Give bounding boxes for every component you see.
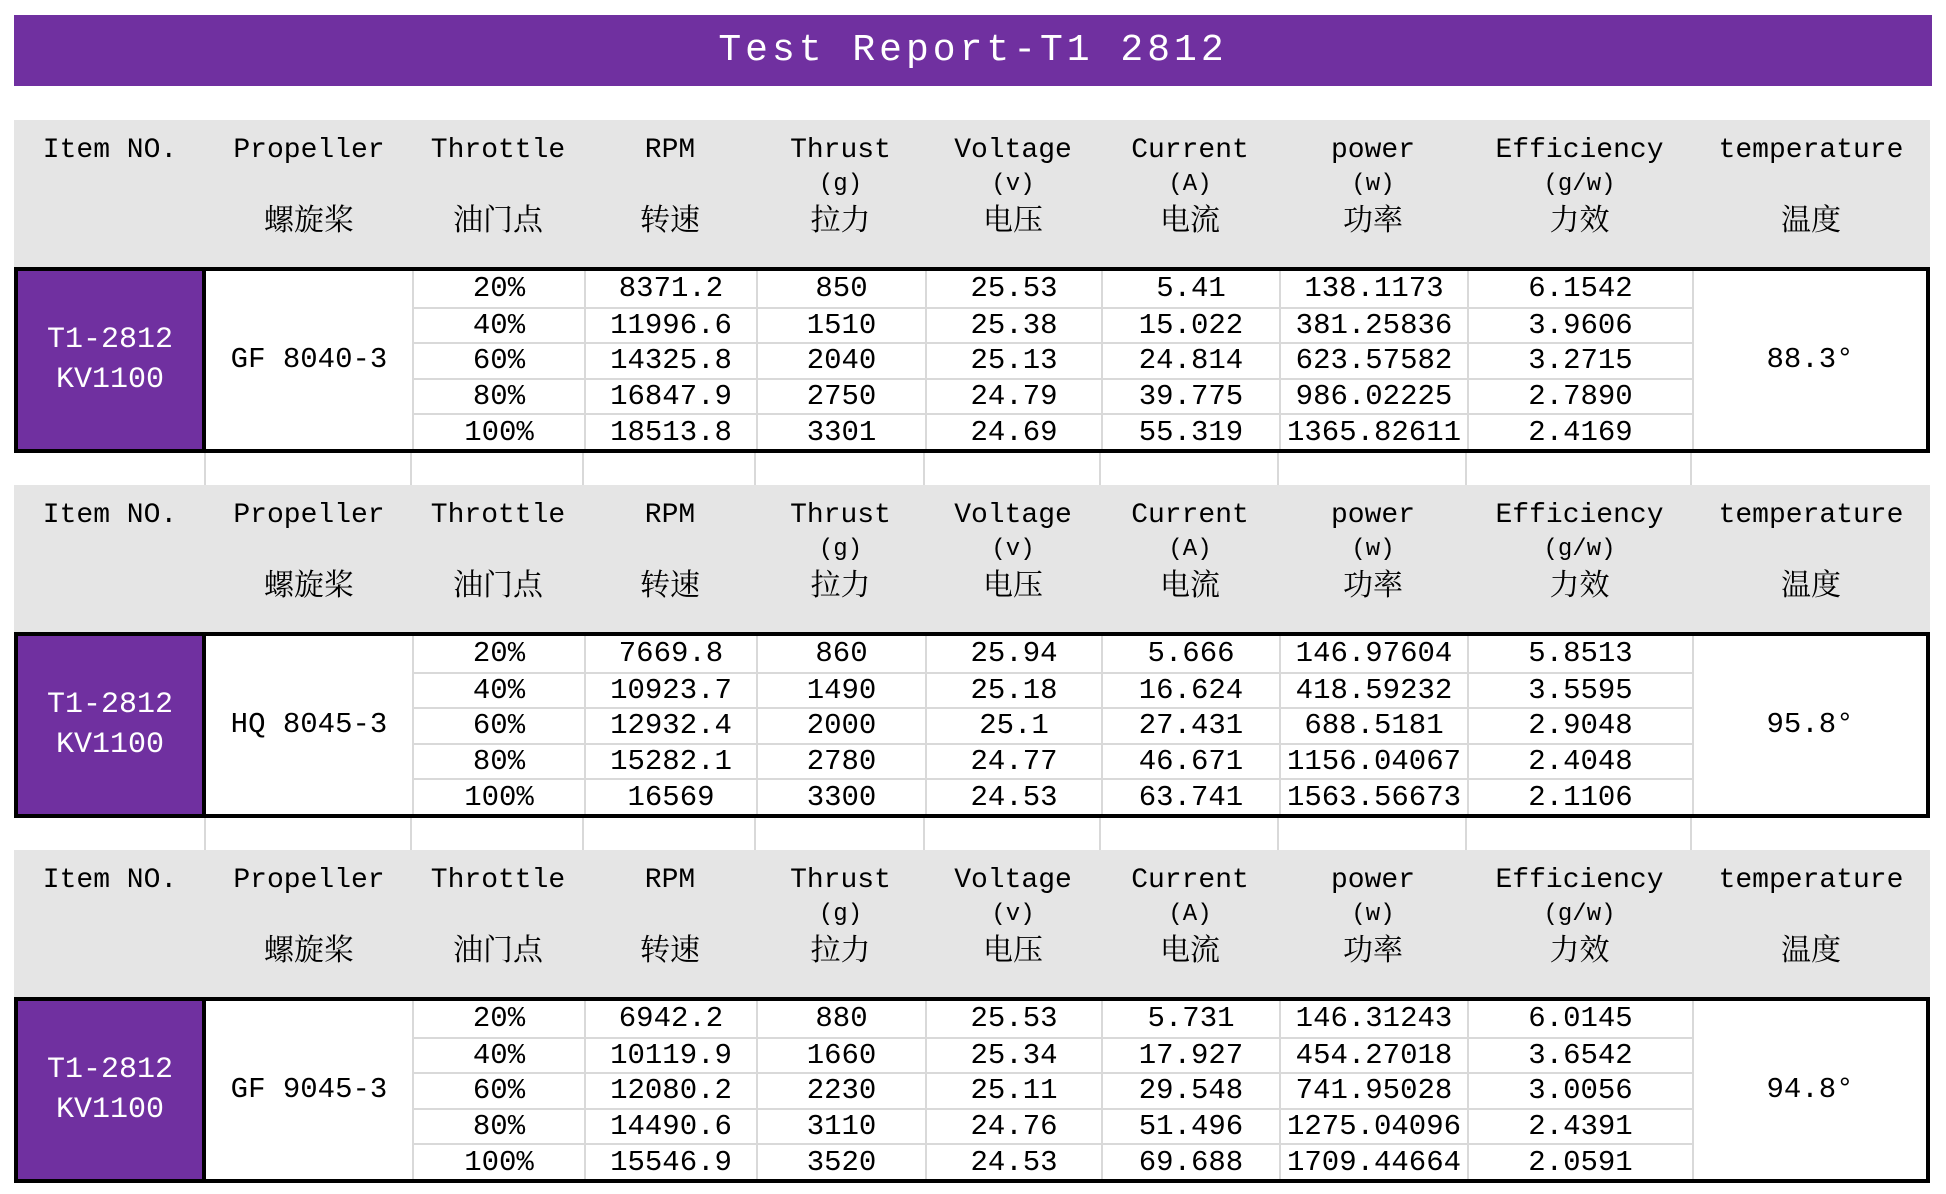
throttle-value-cell: 20% xyxy=(412,1001,584,1037)
spacer-cell xyxy=(756,453,925,485)
column-header-temperature xyxy=(1692,132,1930,267)
header-label-en: power xyxy=(1330,865,1415,896)
header-unit-label: (w) xyxy=(1351,901,1395,928)
power-value-cell: 381.25836 xyxy=(1279,307,1467,343)
header-unit-label: (g/w) xyxy=(1543,901,1616,928)
current-value-cell: 24.814 xyxy=(1101,342,1279,378)
throttle-value-cell: 40% xyxy=(412,1037,584,1073)
column-header-current xyxy=(1101,132,1279,267)
efficiency-value-cell: 6.0145 xyxy=(1467,1001,1692,1037)
column-header-efficiency xyxy=(1467,132,1692,267)
header-label-en: Throttle xyxy=(430,865,566,896)
current-value-cell: 29.548 xyxy=(1101,1072,1279,1108)
header-label-en: temperature xyxy=(1718,135,1904,166)
rpm-value-cell: 16847.9 xyxy=(584,378,756,414)
throttle-value-cell: 80% xyxy=(412,378,584,414)
efficiency-value-cell: 2.4391 xyxy=(1467,1108,1692,1144)
rpm-value-cell: 7669.8 xyxy=(584,636,756,672)
header-label-zh: 力效 xyxy=(1549,206,1610,240)
header-label-en: Thrust xyxy=(790,500,891,531)
column-header-throttle xyxy=(412,497,584,632)
spacer-cell xyxy=(1467,818,1692,850)
header-label-zh: 温度 xyxy=(1781,571,1841,605)
header-label-zh: 螺旋桨 xyxy=(264,936,354,970)
throttle-value-cell: 80% xyxy=(412,1108,584,1144)
voltage-value-cell: 25.53 xyxy=(925,1001,1101,1037)
item-line-2: KV1100 xyxy=(55,727,165,762)
current-value-cell: 17.927 xyxy=(1101,1037,1279,1073)
header-label-zh: 电压 xyxy=(983,571,1043,605)
power-value-cell: 1709.44664 xyxy=(1279,1143,1467,1179)
voltage-value-cell: 24.53 xyxy=(925,1143,1101,1179)
column-header-propeller xyxy=(206,862,412,997)
column-header-efficiency xyxy=(1467,862,1692,997)
column-header-item xyxy=(14,862,206,997)
header-unit-label: (w) xyxy=(1351,536,1395,563)
spacer-cell xyxy=(1279,453,1467,485)
current-value-cell: 55.319 xyxy=(1101,413,1279,449)
efficiency-value-cell: 6.1542 xyxy=(1467,271,1692,307)
header-label-zh: 功率 xyxy=(1343,206,1403,240)
header-label-zh: 拉力 xyxy=(810,206,871,240)
rpm-value-cell: 15282.1 xyxy=(584,743,756,779)
header-label-zh: 力效 xyxy=(1549,571,1610,605)
header-label-zh: 电流 xyxy=(1160,936,1220,970)
column-header-row xyxy=(14,120,1930,267)
throttle-value-cell: 100% xyxy=(412,778,584,814)
current-value-cell: 46.671 xyxy=(1101,743,1279,779)
power-value-cell: 1156.04067 xyxy=(1279,743,1467,779)
header-label-zh: 油门点 xyxy=(453,571,543,605)
column-header-voltage xyxy=(925,132,1101,267)
voltage-value-cell: 24.76 xyxy=(925,1108,1101,1144)
column-header-thrust xyxy=(756,862,925,997)
header-label-zh: 拉力 xyxy=(810,936,871,970)
header-label-zh: 油门点 xyxy=(453,206,543,240)
header-unit-label: (v) xyxy=(991,536,1035,563)
voltage-value-cell: 25.11 xyxy=(925,1072,1101,1108)
header-label-zh: 转速 xyxy=(640,936,700,970)
column-header-row xyxy=(14,485,1930,632)
voltage-value-cell: 25.18 xyxy=(925,672,1101,708)
thrust-value-cell: 2000 xyxy=(756,707,925,743)
throttle-value-cell: 60% xyxy=(412,707,584,743)
rpm-value-cell: 12932.4 xyxy=(584,707,756,743)
header-label-zh: 油门点 xyxy=(453,936,543,970)
column-header-current xyxy=(1101,862,1279,997)
voltage-value-cell: 25.53 xyxy=(925,271,1101,307)
header-label-en: temperature xyxy=(1718,500,1904,531)
header-unit-label: (A) xyxy=(1168,901,1212,928)
throttle-value-cell: 60% xyxy=(412,1072,584,1108)
data-block xyxy=(14,267,1930,453)
header-label-en: Item NO. xyxy=(42,135,178,166)
header-unit-label: (g/w) xyxy=(1543,536,1616,563)
power-value-cell: 454.27018 xyxy=(1279,1037,1467,1073)
temperature-cell: 88.3° xyxy=(1692,271,1926,449)
header-label-en: Voltage xyxy=(954,500,1072,531)
item-no-cell xyxy=(18,1001,206,1179)
throttle-value-cell: 40% xyxy=(412,672,584,708)
header-unit-label: (g) xyxy=(818,536,863,563)
voltage-value-cell: 25.94 xyxy=(925,636,1101,672)
power-value-cell: 146.31243 xyxy=(1279,1001,1467,1037)
thrust-value-cell: 3110 xyxy=(756,1108,925,1144)
item-line-1: T1-2812 xyxy=(46,687,174,722)
header-unit-label: (v) xyxy=(991,171,1035,198)
spacer-cell xyxy=(584,818,756,850)
current-value-cell: 51.496 xyxy=(1101,1108,1279,1144)
header-unit-label: (g) xyxy=(818,901,863,928)
throttle-value-cell: 100% xyxy=(412,413,584,449)
voltage-value-cell: 24.69 xyxy=(925,413,1101,449)
spacer-cell xyxy=(206,818,412,850)
header-label-en: Item NO. xyxy=(42,865,178,896)
report-title-bar xyxy=(14,15,1932,86)
column-header-temperature xyxy=(1692,862,1930,997)
header-unit-label: (A) xyxy=(1168,171,1212,198)
efficiency-value-cell: 3.0056 xyxy=(1467,1072,1692,1108)
power-value-cell: 741.95028 xyxy=(1279,1072,1467,1108)
column-header-voltage xyxy=(925,497,1101,632)
current-value-cell: 5.731 xyxy=(1101,1001,1279,1037)
voltage-value-cell: 25.1 xyxy=(925,707,1101,743)
header-label-en: Propeller xyxy=(233,135,385,166)
header-label-zh: 拉力 xyxy=(810,571,871,605)
header-unit-label: (g/w) xyxy=(1543,171,1616,198)
temperature-cell: 95.8° xyxy=(1692,636,1926,814)
power-value-cell: 138.1173 xyxy=(1279,271,1467,307)
column-header-propeller xyxy=(206,132,412,267)
thrust-value-cell: 2040 xyxy=(756,342,925,378)
spacer-cell xyxy=(925,818,1101,850)
column-header-propeller xyxy=(206,497,412,632)
throttle-value-cell: 20% xyxy=(412,271,584,307)
column-header-item xyxy=(14,132,206,267)
header-unit-label: (v) xyxy=(991,901,1035,928)
rpm-value-cell: 14490.6 xyxy=(584,1108,756,1144)
header-label-en: power xyxy=(1330,135,1415,166)
header-label-en: temperature xyxy=(1718,865,1904,896)
header-label-en: RPM xyxy=(644,135,696,166)
efficiency-value-cell: 2.7890 xyxy=(1467,378,1692,414)
power-value-cell: 146.97604 xyxy=(1279,636,1467,672)
power-value-cell: 688.5181 xyxy=(1279,707,1467,743)
thrust-value-cell: 3301 xyxy=(756,413,925,449)
column-header-power xyxy=(1279,497,1467,632)
header-label-en: Item NO. xyxy=(42,500,178,531)
column-header-power xyxy=(1279,862,1467,997)
spacer-cell xyxy=(14,453,206,485)
current-value-cell: 39.775 xyxy=(1101,378,1279,414)
efficiency-value-cell: 2.4169 xyxy=(1467,413,1692,449)
voltage-value-cell: 25.38 xyxy=(925,307,1101,343)
thrust-value-cell: 2750 xyxy=(756,378,925,414)
header-label-en: Thrust xyxy=(790,135,891,166)
rpm-value-cell: 15546.9 xyxy=(584,1143,756,1179)
current-value-cell: 63.741 xyxy=(1101,778,1279,814)
header-label-zh: 转速 xyxy=(640,206,700,240)
header-label-en: Voltage xyxy=(954,135,1072,166)
header-unit-label: (g) xyxy=(818,171,863,198)
power-value-cell: 1275.04096 xyxy=(1279,1108,1467,1144)
temperature-cell: 94.8° xyxy=(1692,1001,1926,1179)
power-value-cell: 1365.82611 xyxy=(1279,413,1467,449)
header-label-zh: 螺旋桨 xyxy=(264,571,354,605)
spacer-cell xyxy=(14,818,206,850)
thrust-value-cell: 2230 xyxy=(756,1072,925,1108)
data-block xyxy=(14,632,1930,818)
column-header-efficiency xyxy=(1467,497,1692,632)
item-line-1: T1-2812 xyxy=(46,322,174,357)
item-line-2: KV1100 xyxy=(55,362,165,397)
column-header-row xyxy=(14,850,1930,997)
efficiency-value-cell: 2.0591 xyxy=(1467,1143,1692,1179)
rpm-value-cell: 14325.8 xyxy=(584,342,756,378)
rpm-value-cell: 8371.2 xyxy=(584,271,756,307)
column-header-throttle xyxy=(412,132,584,267)
throttle-value-cell: 40% xyxy=(412,307,584,343)
thrust-value-cell: 1510 xyxy=(756,307,925,343)
header-label-en: Thrust xyxy=(790,865,891,896)
spacer-cell xyxy=(206,453,412,485)
spacer-cell xyxy=(1467,453,1692,485)
efficiency-value-cell: 3.6542 xyxy=(1467,1037,1692,1073)
voltage-value-cell: 24.53 xyxy=(925,778,1101,814)
header-label-zh: 转速 xyxy=(640,571,700,605)
voltage-value-cell: 25.13 xyxy=(925,342,1101,378)
header-label-zh: 温度 xyxy=(1781,936,1841,970)
voltage-value-cell: 24.77 xyxy=(925,743,1101,779)
efficiency-value-cell: 3.9606 xyxy=(1467,307,1692,343)
column-header-thrust xyxy=(756,132,925,267)
spacer-cell xyxy=(412,818,584,850)
rpm-value-cell: 12080.2 xyxy=(584,1072,756,1108)
column-header-thrust xyxy=(756,497,925,632)
thrust-value-cell: 850 xyxy=(756,271,925,307)
voltage-value-cell: 25.34 xyxy=(925,1037,1101,1073)
propeller-cell: HQ 8045-3 xyxy=(230,708,388,742)
spacer-cell xyxy=(1692,453,1930,485)
header-unit-label: (w) xyxy=(1351,171,1395,198)
efficiency-value-cell: 3.5595 xyxy=(1467,672,1692,708)
throttle-value-cell: 100% xyxy=(412,1143,584,1179)
item-line-2: KV1100 xyxy=(55,1092,165,1127)
rpm-value-cell: 18513.8 xyxy=(584,413,756,449)
spacer-row xyxy=(14,453,1930,485)
thrust-value-cell: 2780 xyxy=(756,743,925,779)
propeller-cell: GF 9045-3 xyxy=(230,1073,388,1107)
header-label-en: Efficiency xyxy=(1495,865,1664,896)
throttle-value-cell: 20% xyxy=(412,636,584,672)
voltage-value-cell: 24.79 xyxy=(925,378,1101,414)
spacer-cell xyxy=(412,453,584,485)
throttle-value-cell: 80% xyxy=(412,743,584,779)
spacer-cell xyxy=(1101,818,1279,850)
rpm-value-cell: 10119.9 xyxy=(584,1037,756,1073)
thrust-value-cell: 880 xyxy=(756,1001,925,1037)
current-value-cell: 69.688 xyxy=(1101,1143,1279,1179)
current-value-cell: 15.022 xyxy=(1101,307,1279,343)
header-label-en: Throttle xyxy=(430,135,566,166)
item-no-cell xyxy=(18,271,206,449)
header-label-zh: 电流 xyxy=(1160,571,1220,605)
power-value-cell: 986.02225 xyxy=(1279,378,1467,414)
efficiency-value-cell: 2.4048 xyxy=(1467,743,1692,779)
header-label-en: Current xyxy=(1131,865,1249,896)
current-value-cell: 27.431 xyxy=(1101,707,1279,743)
header-label-en: Propeller xyxy=(233,500,385,531)
header-label-zh: 螺旋桨 xyxy=(264,206,354,240)
current-value-cell: 5.666 xyxy=(1101,636,1279,672)
header-unit-label: (A) xyxy=(1168,536,1212,563)
rpm-value-cell: 11996.6 xyxy=(584,307,756,343)
rpm-value-cell: 6942.2 xyxy=(584,1001,756,1037)
column-header-rpm xyxy=(584,862,756,997)
spacer-cell xyxy=(756,818,925,850)
efficiency-value-cell: 5.8513 xyxy=(1467,636,1692,672)
header-label-en: Current xyxy=(1131,135,1249,166)
thrust-value-cell: 1490 xyxy=(756,672,925,708)
report-table xyxy=(14,120,1930,1183)
header-label-en: RPM xyxy=(644,865,696,896)
item-no-cell xyxy=(18,636,206,814)
column-header-rpm xyxy=(584,497,756,632)
header-label-en: Current xyxy=(1131,500,1249,531)
header-label-en: Efficiency xyxy=(1495,135,1664,166)
efficiency-value-cell: 2.9048 xyxy=(1467,707,1692,743)
propeller-cell: GF 8040-3 xyxy=(230,343,388,377)
current-value-cell: 16.624 xyxy=(1101,672,1279,708)
column-header-rpm xyxy=(584,132,756,267)
column-header-current xyxy=(1101,497,1279,632)
column-header-item xyxy=(14,497,206,632)
header-label-zh: 功率 xyxy=(1343,936,1403,970)
data-block xyxy=(14,997,1930,1183)
thrust-value-cell: 1660 xyxy=(756,1037,925,1073)
spacer-cell xyxy=(584,453,756,485)
throttle-value-cell: 60% xyxy=(412,342,584,378)
current-value-cell: 5.41 xyxy=(1101,271,1279,307)
header-label-zh: 温度 xyxy=(1781,206,1841,240)
spacer-cell xyxy=(1279,818,1467,850)
efficiency-value-cell: 2.1106 xyxy=(1467,778,1692,814)
header-label-zh: 力效 xyxy=(1549,936,1610,970)
column-header-throttle xyxy=(412,862,584,997)
header-label-zh: 功率 xyxy=(1343,571,1403,605)
header-label-en: Efficiency xyxy=(1495,500,1664,531)
spacer-row xyxy=(14,818,1930,850)
thrust-value-cell: 860 xyxy=(756,636,925,672)
spacer-cell xyxy=(925,453,1101,485)
header-label-en: Propeller xyxy=(233,865,385,896)
column-header-power xyxy=(1279,132,1467,267)
thrust-value-cell: 3520 xyxy=(756,1143,925,1179)
header-label-zh: 电压 xyxy=(983,936,1043,970)
spacer-cell xyxy=(1692,818,1930,850)
power-value-cell: 1563.56673 xyxy=(1279,778,1467,814)
column-header-temperature xyxy=(1692,497,1930,632)
column-header-voltage xyxy=(925,862,1101,997)
thrust-value-cell: 3300 xyxy=(756,778,925,814)
header-label-zh: 电流 xyxy=(1160,206,1220,240)
header-label-en: power xyxy=(1330,500,1415,531)
rpm-value-cell: 10923.7 xyxy=(584,672,756,708)
header-label-zh: 电压 xyxy=(983,206,1043,240)
power-value-cell: 418.59232 xyxy=(1279,672,1467,708)
efficiency-value-cell: 3.2715 xyxy=(1467,342,1692,378)
item-line-1: T1-2812 xyxy=(46,1052,174,1087)
spacer-cell xyxy=(1101,453,1279,485)
header-label-en: RPM xyxy=(644,500,696,531)
report-title: Test Report-T1 2812 xyxy=(718,29,1228,72)
rpm-value-cell: 16569 xyxy=(584,778,756,814)
power-value-cell: 623.57582 xyxy=(1279,342,1467,378)
header-label-en: Voltage xyxy=(954,865,1072,896)
header-label-en: Throttle xyxy=(430,500,566,531)
